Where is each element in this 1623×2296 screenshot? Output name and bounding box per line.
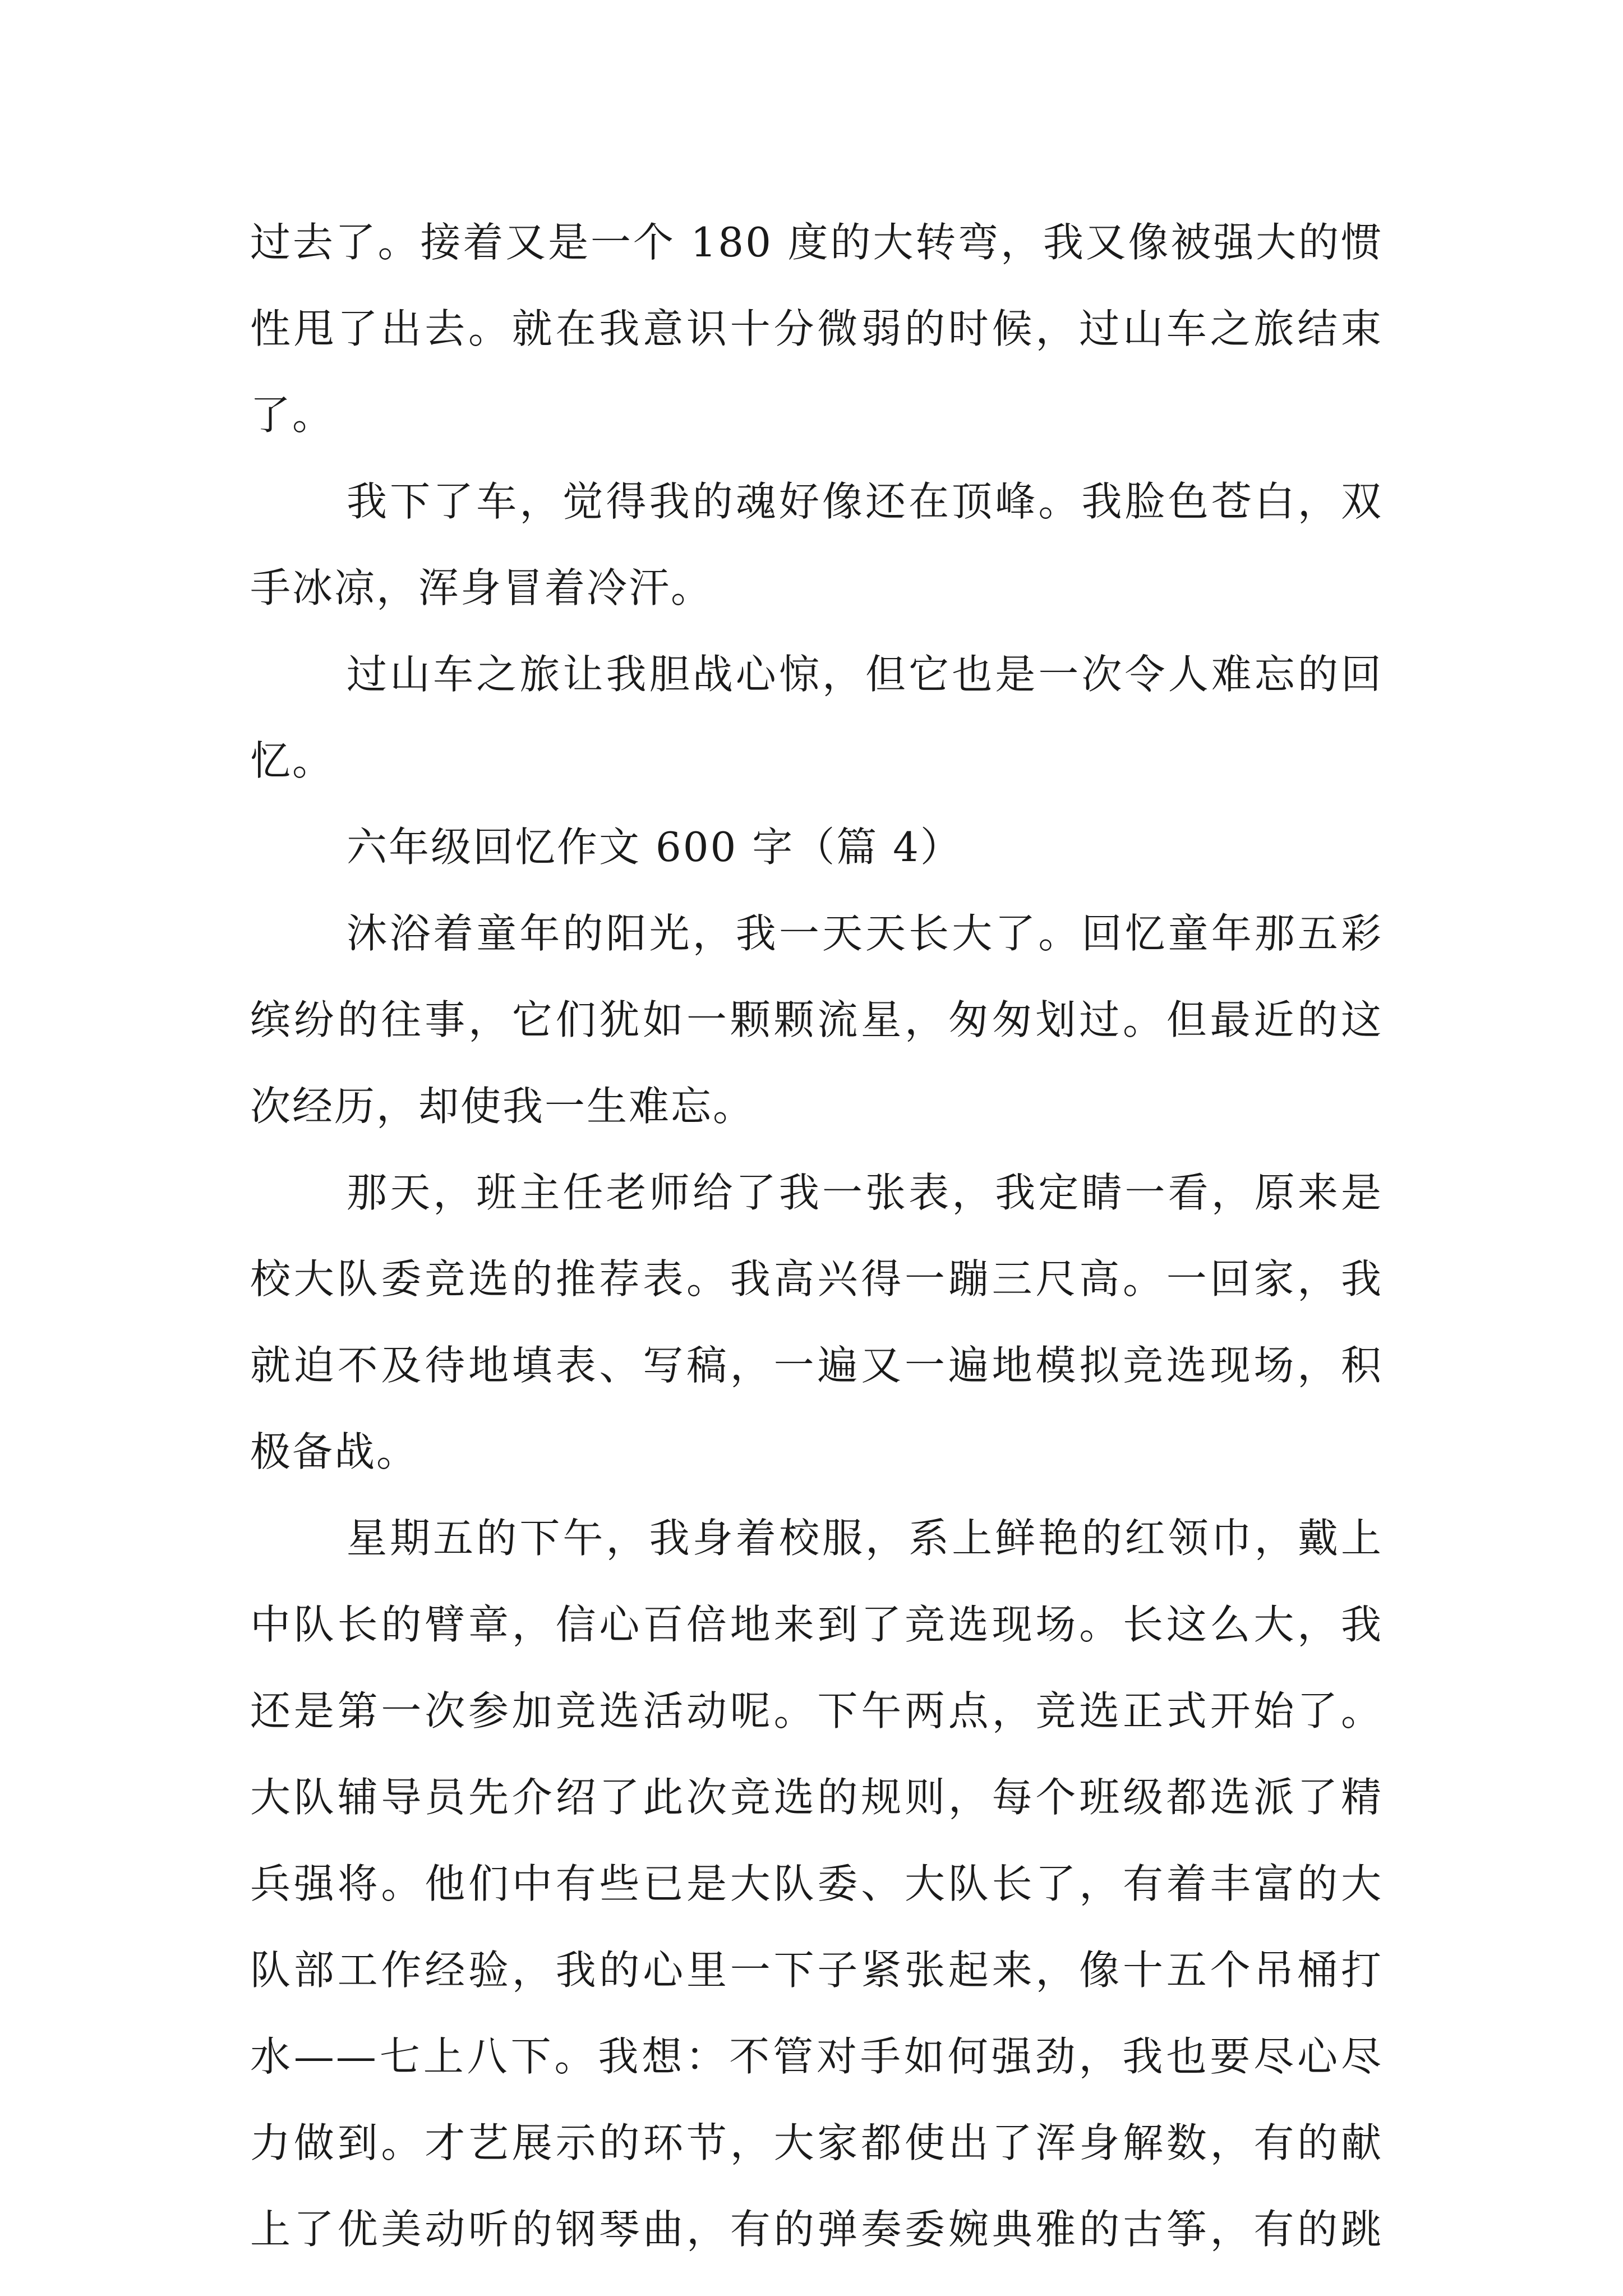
- paragraph-p4: [250, 804, 1383, 890]
- text-line: 兵强将。他们中有些已是大队委、大队长了，有着丰富的大: [250, 1860, 1383, 1907]
- text-line: 我下了车，觉得我的魂好像还在顶峰。我脸色苍白，双: [347, 478, 1383, 525]
- text-line: 队部工作经验，我的心里一下子紧张起来，像十五个吊桶打: [250, 1947, 1383, 1994]
- text-line: 力做到。才艺展示的环节，大家都使出了浑身解数，有的献: [250, 2119, 1383, 2166]
- text-line: 过去了。接着又是一个 180 度的大转弯，我又像被强大的惯: [250, 219, 1383, 266]
- text-line: 缤纷的往事，它们犹如一颗颗流星，匆匆划过。但最近的这: [250, 996, 1383, 1043]
- text-line: 星期五的下午，我身着校服，系上鲜艳的红领巾，戴上: [347, 1515, 1383, 1562]
- paragraph-p2: [250, 458, 1383, 631]
- document-body: [250, 199, 1383, 2272]
- text-line: 过山车之旅让我胆战心惊，但它也是一次令人难忘的回: [347, 651, 1383, 698]
- text-line: 忆。: [250, 737, 335, 784]
- text-line: 还是第一次参加竞选活动呢。下午两点，竞选正式开始了。: [250, 1687, 1383, 1734]
- text-line: 次经历，却使我一生难忘。: [250, 1083, 755, 1130]
- text-line: 六年级回忆作文 600 字（篇 4）: [347, 823, 962, 871]
- paragraph-p5: [250, 890, 1383, 1149]
- text-line: 手冰凉，浑身冒着冷汗。: [250, 564, 713, 611]
- text-line: 校大队委竞选的推荐表。我高兴得一蹦三尺高。一回家，我: [250, 1255, 1383, 1303]
- paragraph-p6: [250, 1149, 1383, 1495]
- text-line: 大队辅导员先介绍了此次竞选的规则，每个班级都选派了精: [250, 1774, 1383, 1821]
- text-line: 性甩了出去。就在我意识十分微弱的时候，过山车之旅结束: [250, 305, 1383, 352]
- text-line: 中队长的臂章，信心百倍地来到了竞选现场。长这么大，我: [250, 1601, 1383, 1648]
- text-line: 沐浴着童年的阳光，我一天天长大了。回忆童年那五彩: [347, 910, 1383, 957]
- paragraph-p7: [250, 1495, 1383, 2272]
- text-line: 就迫不及待地填表、写稿，一遍又一遍地模拟竞选现场，积: [250, 1342, 1383, 1389]
- paragraph-p3: [250, 631, 1383, 804]
- text-line: 水——七上八下。我想：不管对手如何强劲，我也要尽心尽: [250, 2033, 1383, 2080]
- text-line: 了。: [250, 392, 335, 439]
- text-line: 极备战。: [250, 1428, 419, 1475]
- paragraph-p1: [250, 199, 1383, 458]
- text-line: 那天，班主任老师给了我一张表，我定睛一看，原来是: [347, 1169, 1383, 1216]
- text-line: 上了优美动听的钢琴曲，有的弹奏委婉典雅的古筝，有的跳: [250, 2206, 1383, 2253]
